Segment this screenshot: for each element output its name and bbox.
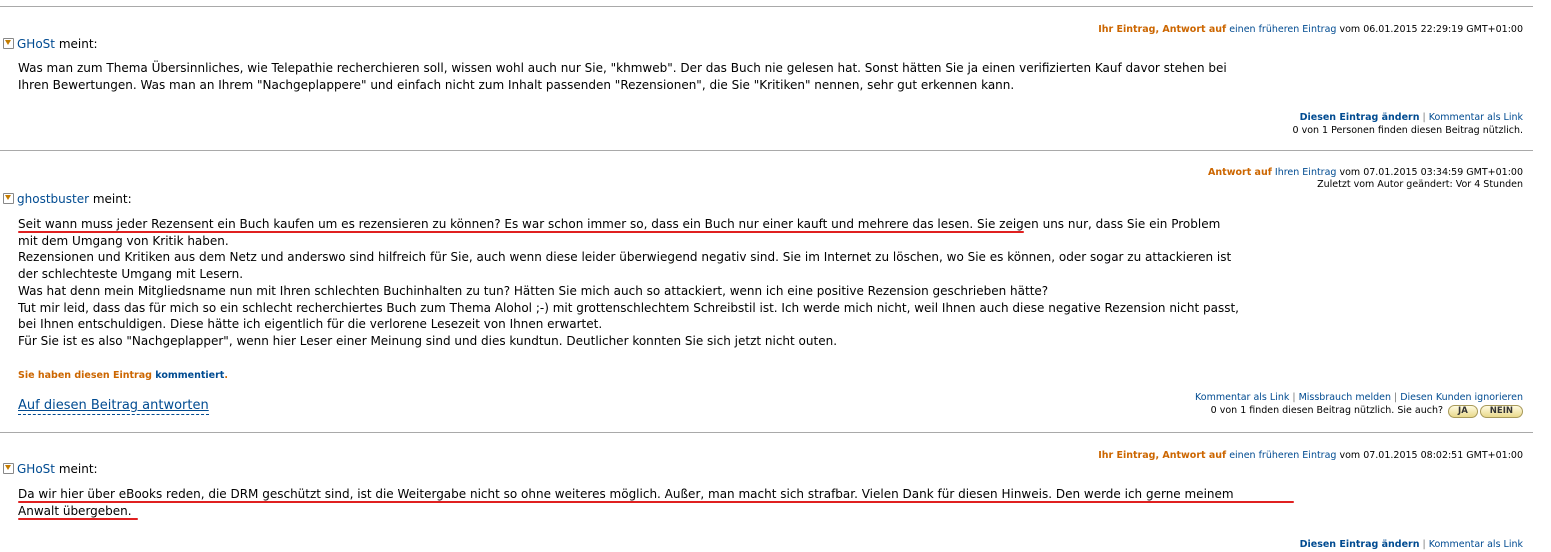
post-text-line: Was man zum Thema Übersinnliches, wie Telepathie recherchieren soll, wissen wohl auch nur Sie, "khmweb". Der das Buch nie gelesen hat. Sonst hätten Sie ja einen verifizierten Kauf davor stehen bei	[18, 61, 1227, 75]
ignore-customer-link[interactable]: Diesen Kunden ignorieren	[1400, 392, 1523, 403]
collapse-toggle-icon[interactable]	[3, 463, 14, 474]
post-text-line: mit dem Umgang von Kritik haben.	[18, 233, 229, 248]
edit-entry-link[interactable]: Diesen Eintrag ändern	[1299, 112, 1420, 123]
meta-label: Ihr Eintrag, Antwort auf	[1098, 450, 1227, 461]
says-label: meint:	[58, 37, 98, 51]
collapse-toggle-icon[interactable]	[3, 38, 14, 49]
post-text-line: Ihren Bewertungen. Was man an Ihrem "Nachgeplappere" und einfach nicht zum Inhalt passenden "Rezensionen", die Sie "Kritiken" nennen, sehr gut erkennen kann.	[18, 77, 1015, 92]
post-author-line	[3, 192, 132, 206]
earlier-entry-link[interactable]: einen früheren Eintrag	[1229, 24, 1337, 35]
meta-label: Antwort auf	[1208, 167, 1272, 178]
your-entry-link[interactable]: Ihren Eintrag	[1274, 167, 1337, 178]
post-footer: Diesen Eintrag ändern | Kommentar als Link 0 von 1 Personen finden diesen Beitrag nützlich.	[1292, 112, 1523, 136]
post-meta	[1208, 167, 1523, 191]
report-abuse-link[interactable]: Missbrauch melden	[1298, 392, 1391, 403]
no-button[interactable]: NEIN	[1480, 405, 1523, 418]
edit-entry-link[interactable]: Diesen Eintrag ändern	[1299, 539, 1420, 550]
comment-link[interactable]: Kommentar als Link	[1428, 539, 1523, 550]
helpful-count: 0 von 1 Personen finden diesen Beitrag nützlich.	[1292, 125, 1523, 136]
red-underline-annotation	[18, 501, 1294, 503]
post-author-line	[3, 462, 98, 476]
post-footer: Kommentar als Link | Missbrauch melden | Diesen Kunden ignorieren 0 von 1 finden diesen Beitrag nützlich. Sie auch? JA NEIN	[1195, 392, 1523, 416]
post-text-line: Da wir hier über eBooks reden, die DRM geschützt sind, ist die Weitergabe nicht so ohne weiteres möglich. Außer, man macht sich strafbar. Vielen Dank für diesen Hinweis. Den werde ich gerne meinem	[18, 487, 1234, 501]
post-meta	[1098, 24, 1523, 36]
collapse-toggle-icon[interactable]	[3, 193, 14, 204]
post-date: vom 07.01.2015 03:34:59 GMT+01:00	[1339, 167, 1523, 178]
commented-label: Sie haben diesen Eintrag	[18, 370, 152, 381]
divider	[0, 6, 1533, 7]
reply-to-post-link[interactable]: Auf diesen Beitrag antworten	[18, 398, 209, 413]
earlier-entry-link[interactable]: einen früheren Eintrag	[1229, 450, 1337, 461]
red-underline-annotation	[18, 518, 138, 520]
red-underline-annotation	[18, 231, 1024, 233]
post-body	[18, 216, 1308, 350]
says-label: meint:	[92, 192, 132, 206]
yes-button[interactable]: JA	[1448, 405, 1478, 418]
post-text-line: Für Sie ist es also "Nachgeplapper", wenn hier Leser einer Meinung sind und dies kundtun. Deutlicher konnten Sie sich jetzt nicht outen.	[18, 333, 838, 348]
post-author-line	[3, 37, 98, 51]
post-text-line: der schlechteste Umgang mit Lesern.	[18, 267, 244, 282]
author-link[interactable]: GHoSt	[17, 462, 55, 476]
comment-link[interactable]: Kommentar als Link	[1195, 392, 1290, 403]
post-date: vom 07.01.2015 08:02:51 GMT+01:00	[1339, 450, 1523, 461]
post-date: vom 06.01.2015 22:29:19 GMT+01:00	[1339, 24, 1523, 35]
author-link[interactable]: GHoSt	[17, 37, 55, 51]
edited-note: Zuletzt vom Autor geändert: Vor 4 Stunden	[1317, 179, 1523, 190]
period: .	[224, 370, 228, 381]
post-text-line: Tut mir leid, dass das für mich so ein schlecht recherchiertes Buch zum Thema Alohol ;-) mit grottenschlechtem Schreibstil ist. Ich werde mich nicht, weil Ihnen auch diese negative Rezension nicht passt,	[18, 300, 1239, 315]
post-text-line: bei Ihnen entschuldigen. Diese hätte ich eigentlich für die verlorene Lesezeit von Ihnen erwartet.	[18, 317, 603, 332]
post-text-line: Was hat denn mein Mitgliedsname nun mit Ihren schlechten Buchinhalten zu tun? Hätten Sie mich auch so attackiert, wenn ich eine positive Rezension geschrieben hätte?	[18, 283, 1049, 298]
says-label: meint:	[58, 462, 98, 476]
post-body	[18, 60, 1308, 93]
commented-link[interactable]: kommentiert	[155, 370, 225, 381]
meta-label: Ihr Eintrag, Antwort auf	[1098, 24, 1227, 35]
divider	[0, 432, 1533, 433]
divider	[0, 150, 1533, 151]
post-text-line: Rezensionen und Kritiken aus dem Netz und anderswo sind hilfreich für Sie, auch wenn diese leider überwiegend negativ sind. Sie im Internet zu löschen, wo Sie es können, oder sogar zu attackieren ist	[18, 250, 1232, 265]
author-link[interactable]: ghostbuster	[17, 192, 90, 206]
post-text-line: Seit wann muss jeder Rezensent ein Buch kaufen um es rezensieren zu können? Es war schon immer so, dass ein Buch nur einer kauft und mehrere das lesen. Sie zeigen uns nur, dass Sie ein Problem	[18, 217, 1221, 231]
post-meta	[1098, 450, 1523, 462]
post-text-line: Anwalt übergeben.	[18, 503, 132, 518]
commented-note	[18, 370, 228, 381]
comment-link[interactable]: Kommentar als Link	[1428, 112, 1523, 123]
helpful-count: 0 von 1 finden diesen Beitrag nützlich. Sie auch?	[1210, 405, 1444, 416]
post-footer: Diesen Eintrag ändern | Kommentar als Link	[1299, 539, 1523, 550]
